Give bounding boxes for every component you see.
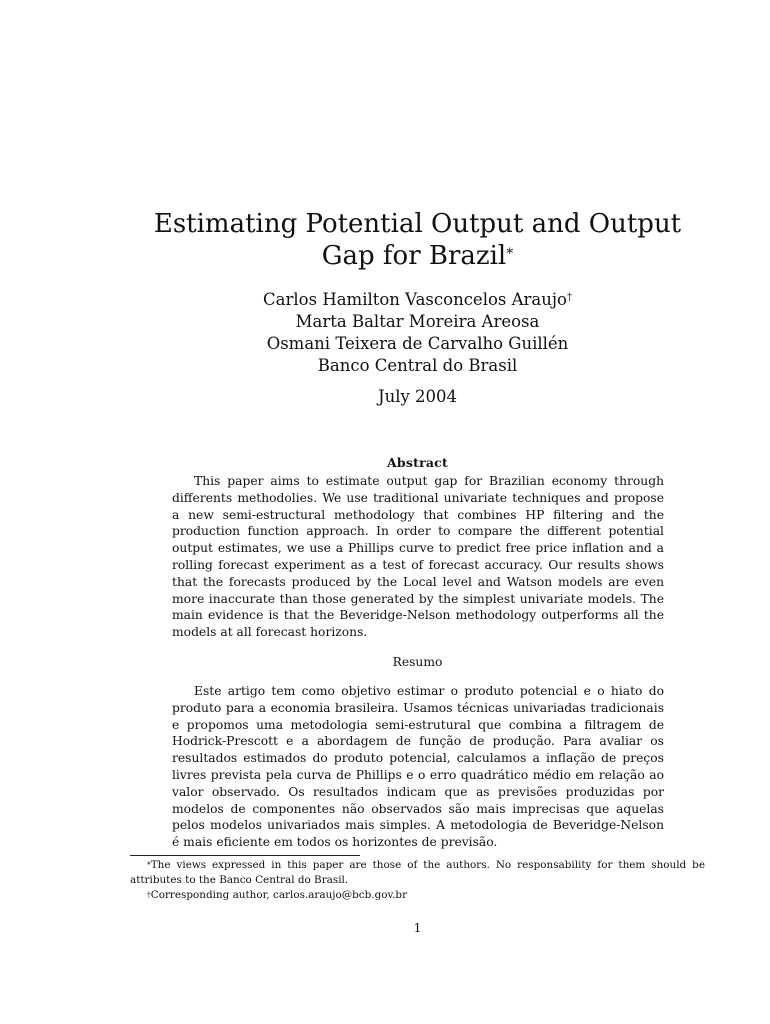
title-text: Estimating Potential Output and Output Gap for Brazil [153,209,682,271]
paper-title [130,208,705,272]
author-name: Carlos Hamilton Vasconcelos Araujo† [263,290,572,309]
abstract-heading: Abstract [387,455,448,470]
resumo-text: Este artigo tem como objetivo estimar o produto potencial e o hiato do produto para a economia brasileira. Usamos técnicas univariadas tradicionais e propomos uma metodologia semi-estrutural que combina a filtragem de Hodrick-Prescott e a abordagem de função de produção. Para avaliar os resultados estimados do produto potencial, calculamos a inflação de preços livres prevista pela curva de Phillips e o erro quadrático médio em relação ao valor observado. Os resultados indicam que as previsões produzidas por modelos de componentes não observados são mais imprecisas que aquelas pelos modelos univariados mais simples. A metodologia de Beveridge-Nelson é mais eficiente em todos os horizontes de previsão. [172,684,664,850]
page-number: 1 [413,921,422,935]
resumo-heading: Resumo [392,655,443,669]
footnote: †Corresponding author, carlos.araujo@bcb.gov.br [147,889,408,901]
affiliation: Banco Central do Brasil [317,356,518,375]
abstract-text: This paper aims to estimate output gap for Brazilian economy through differents methodolies. We use traditional univariate techniques and propose a new semi-estructural methodology that combines HP filtering and the production function approach. In order to compare the different potential output estimates, we use a Phillips curve to predict free price inflation and a rolling forecast experiment as a test of forecast accuracy. Our results shows that the forecasts produced by the Local level and Watson models are even more inaccurate than those generated by the simplest univariate models. The main evidence is that the Beveridge-Nelson methodology outperforms all the models at all forecast horizons. [172,474,664,640]
footnotes [130,858,705,903]
title-footnote-mark: * [506,246,514,262]
author-name: Osmani Teixera de Carvalho Guillén [266,334,569,353]
footnote: *The views expressed in this paper are those of the authors. No responsability for them should be attributes to the Banco Central do Brasil. [130,859,705,886]
author-footnote-mark: † [566,292,572,303]
author-block [130,289,705,377]
publication-date: July 2004 [377,387,458,406]
footnote-divider [130,855,360,856]
author-name: Marta Baltar Moreira Areosa [295,312,540,331]
